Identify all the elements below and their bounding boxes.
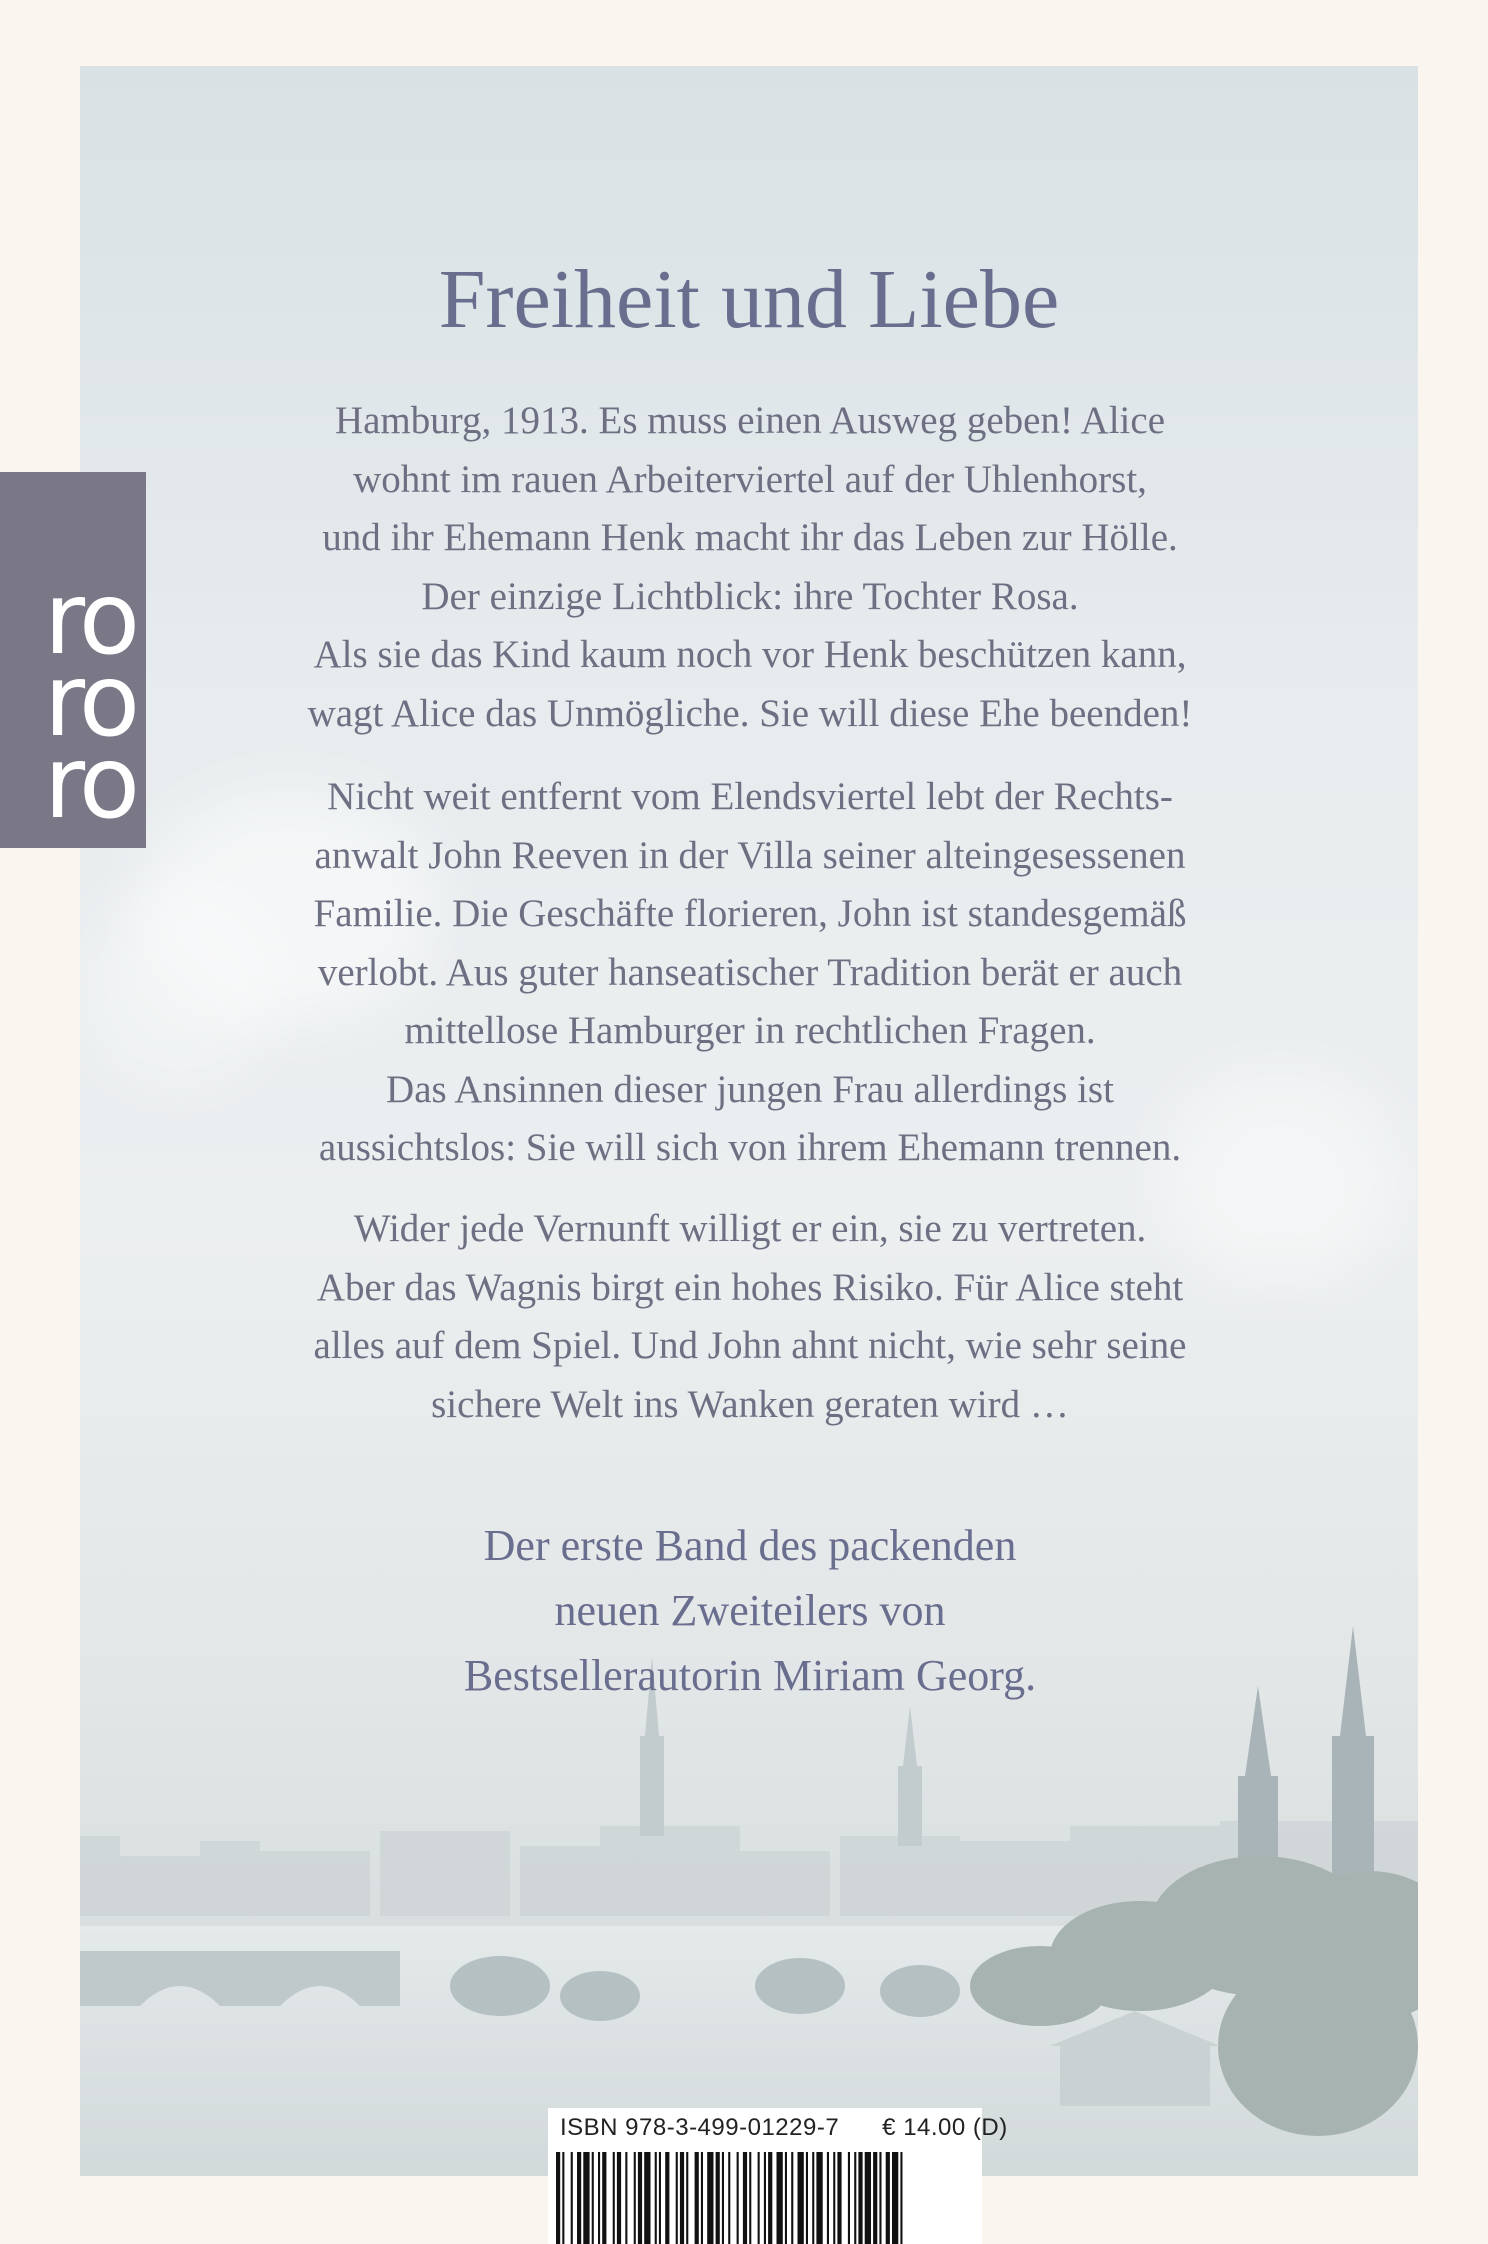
barcode-bar: [879, 2152, 881, 2244]
barcode-bar: [848, 2152, 850, 2244]
barcode-bar: [716, 2152, 720, 2244]
barcode-bar: [900, 2152, 902, 2244]
barcode-bar: [785, 2152, 787, 2244]
barcode-bar: [659, 2152, 661, 2244]
publisher-logo: [0, 472, 146, 848]
text-line: verlobt. Aus guter hanseatischer Tradition berät er auch: [317, 950, 1183, 994]
series-tagline: [160, 1513, 1340, 1708]
barcode-bar: [816, 2152, 822, 2244]
barcode-bar: [625, 2152, 627, 2244]
text-line: mittellose Hamburger in rechtlichen Fragen.: [404, 1009, 1096, 1052]
barcode-bar: [743, 2152, 747, 2244]
text-line: Aber das Wagnis birgt ein hohes Risiko. Für Alice steht: [316, 1265, 1184, 1309]
barcode-bar: [665, 2152, 669, 2244]
barcode-bar: [676, 2152, 678, 2244]
barcode-bar: [827, 2152, 829, 2244]
barcode-bar: [644, 2152, 650, 2244]
barcode-bar: [701, 2152, 703, 2244]
barcode-bar: [833, 2152, 835, 2244]
barcode-bar: [858, 2152, 862, 2244]
barcode-bar: [722, 2152, 724, 2244]
barcode-bar: [758, 2152, 760, 2244]
logo-text-line: ro: [44, 560, 137, 677]
barcode-bar: [764, 2152, 766, 2244]
barcode-bar: [592, 2152, 594, 2244]
barcode-bar: [737, 2152, 739, 2244]
barcode-bar: [686, 2152, 688, 2244]
barcode-bar: [583, 2152, 589, 2244]
barcode-bar: [617, 2152, 621, 2244]
text-line: Der einzige Lichtblick: ihre Tochter Rosa.: [421, 574, 1079, 618]
barcode: [556, 2152, 974, 2244]
barcode-bar: [598, 2152, 600, 2244]
text-line: alles auf dem Spiel. Und John ahnt nicht, wie sehr seine: [313, 1324, 1187, 1367]
barcode-bar: [854, 2152, 856, 2244]
text-line: Familie. Die Geschäfte florieren, John ist standesgemäß: [313, 892, 1187, 935]
text-line: und ihr Ehemann Henk macht ihr das Leben zur Hölle.: [322, 516, 1178, 559]
logo-text-line: ro: [44, 642, 137, 759]
book-title: Freiheit und Liebe: [438, 253, 1060, 346]
barcode-bar: [892, 2152, 898, 2244]
text-line: Das Ansinnen dieser jungen Frau allerdings ist: [386, 1067, 1114, 1111]
barcode-bar: [695, 2152, 699, 2244]
barcode-bar: [791, 2152, 793, 2244]
text-line: aussichtslos: Sie will sich von ihrem Ehemann trennen.: [318, 1126, 1182, 1169]
isbn-price-label: ISBN 978-3-499-01229-7 € 14.00 (D): [560, 2114, 1008, 2141]
tagline-line: Bestsellerautorin Miriam Georg.: [463, 1651, 1037, 1700]
blurb-paragraph-2: [160, 768, 1340, 1178]
barcode-bar: [873, 2152, 877, 2244]
barcode-bar: [577, 2152, 581, 2244]
barcode-bar: [798, 2152, 804, 2244]
barcode-bar: [777, 2152, 783, 2244]
barcode-bar: [556, 2152, 560, 2244]
barcode-bar: [865, 2152, 871, 2244]
text-line: anwalt John Reeven in der Villa seiner alteingesessenen: [314, 833, 1186, 877]
barcode-bar: [602, 2152, 606, 2244]
barcode-bar: [812, 2152, 814, 2244]
barcode-bar: [749, 2152, 751, 2244]
barcode-bar: [680, 2152, 684, 2244]
barcode-bar: [707, 2152, 713, 2244]
text-line: sichere Welt ins Wanken geraten wird …: [431, 1382, 1069, 1426]
barcode-bar: [806, 2152, 808, 2244]
hamburg-skyline-illustration: [80, 1626, 1418, 2176]
text-line: Nicht weit entfernt vom Elendsviertel lebt der Rechts-: [327, 775, 1173, 818]
barcode-bar: [837, 2152, 841, 2244]
logo-text-line: ro: [44, 724, 137, 841]
barcode-bar: [728, 2152, 730, 2244]
barcode-bar: [768, 2152, 772, 2244]
barcode-bar: [638, 2152, 642, 2244]
barcode-bar: [571, 2152, 573, 2244]
text-line: Hamburg, 1913. Es muss einen Ausweg geben! Alice: [334, 399, 1166, 442]
text-line: Als sie das Kind kaum noch vor Henk beschützen kann,: [313, 633, 1187, 676]
text-line: Wider jede Vernunft willigt er ein, sie zu vertreten.: [353, 1207, 1147, 1250]
tagline-line: neuen Zweiteilers von: [554, 1586, 946, 1635]
barcode-bar: [613, 2152, 615, 2244]
barcode-bar: [886, 2152, 890, 2244]
text-line: wagt Alice das Unmögliche. Sie will diese Ehe beenden!: [307, 691, 1193, 735]
text-line: wohnt im rauen Arbeiterviertel auf der Uhlenhorst,: [353, 457, 1147, 501]
blurb-paragraph-1: [160, 392, 1340, 743]
blurb-paragraph-3: [160, 1200, 1340, 1434]
barcode-bar: [634, 2152, 636, 2244]
barcode-bar: [655, 2152, 657, 2244]
tagline-line: Der erste Band des packenden: [483, 1521, 1017, 1570]
barcode-bar: [562, 2152, 564, 2244]
